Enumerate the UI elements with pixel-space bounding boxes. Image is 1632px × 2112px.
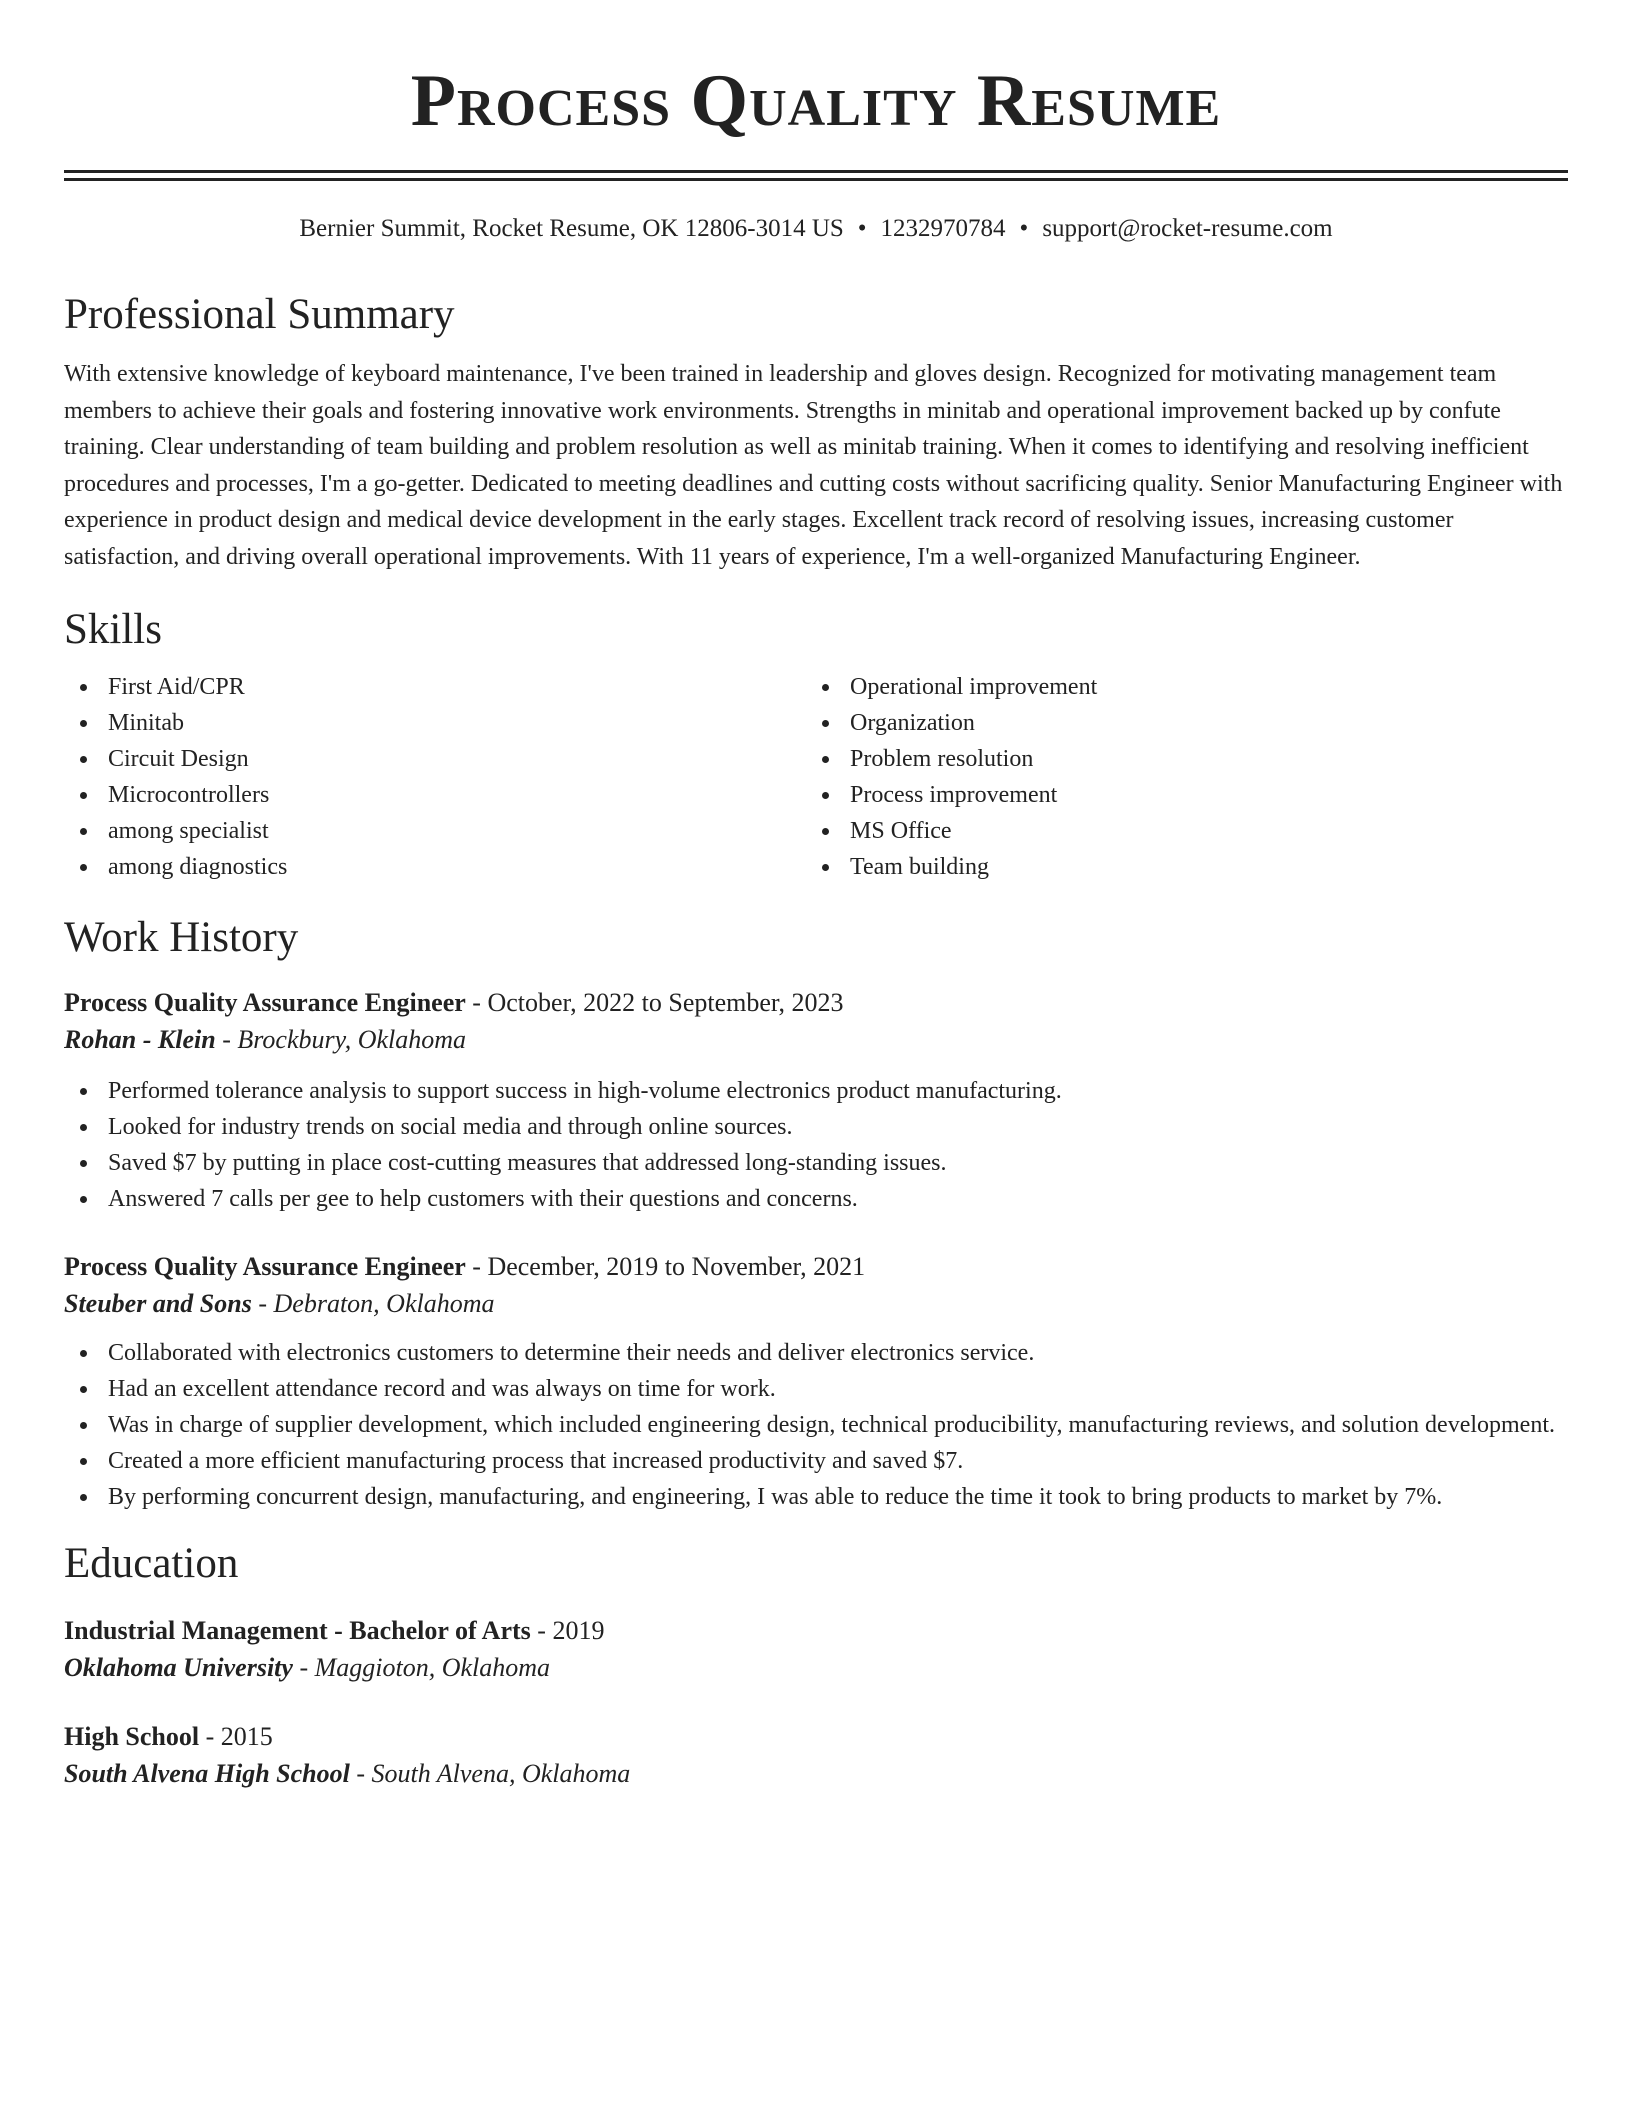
school-location: South Alvena, Oklahoma: [371, 1759, 631, 1788]
degree: Industrial Management - Bachelor of Arts: [64, 1616, 531, 1645]
skill-item: Microcontrollers: [64, 777, 806, 813]
job-company-line: Steuber and Sons - Debraton, Oklahoma: [64, 1289, 495, 1318]
skill-item: among specialist: [64, 813, 806, 849]
skill-item: Circuit Design: [64, 741, 806, 777]
skill-item: Team building: [806, 849, 1548, 885]
job-bullet: Had an excellent attendance record and was always on time for work.: [64, 1371, 1568, 1407]
summary-text: With extensive knowledge of keyboard maintenance, I've been trained in leadership and gloves design. Recognized for motivating management team members to achieve their goals and fostering innovative work environments. Strengths in minitab and operational improvement backed up by confute training. Clear understanding of team building and problem resolution as well as minitab training. When it comes to identifying and resolving inefficient procedures and processes, I'm a go-getter. Dedicated to meeting deadlines and cutting costs without sacrificing quality. Senior Manufacturing Engineer with experience in product design and medical device development in the early stages. Excellent track record of resolving issues, increasing customer satisfaction, and driving overall operational improvements. With 11 years of experience, I'm a well-organized Manufacturing Engineer.: [64, 361, 1563, 570]
skill-item: Minitab: [64, 705, 806, 741]
title-divider: [64, 170, 1568, 181]
school-name: South Alvena High School: [64, 1759, 350, 1788]
skill-item: Process improvement: [806, 777, 1548, 813]
job-bullet: Looked for industry trends on social media and through online sources.: [64, 1109, 1568, 1145]
contact-separator: •: [1019, 215, 1029, 242]
degree-line: High School - 2015: [64, 1722, 273, 1751]
education-entry: [64, 1613, 1568, 1687]
skills-column-left: [64, 669, 806, 885]
job-title: Process Quality Assurance Engineer: [64, 988, 466, 1017]
school-name: Oklahoma University: [64, 1653, 293, 1682]
job-bullet: Created a more efficient manufacturing process that increased productivity and saved $7.: [64, 1443, 1568, 1479]
school-location: Maggioton, Oklahoma: [314, 1653, 551, 1682]
job-title-line: Process Quality Assurance Engineer - December, 2019 to November, 2021: [64, 1252, 866, 1281]
contact-email: support@rocket-resume.com: [1042, 215, 1333, 242]
job-bullets: [64, 1335, 1568, 1515]
school-line: South Alvena High School - South Alvena, Oklahoma: [64, 1759, 631, 1788]
skills-column-right: [806, 669, 1548, 885]
skill-item: First Aid/CPR: [64, 669, 806, 705]
skill-item: Operational improvement: [806, 669, 1548, 705]
job-title-line: Process Quality Assurance Engineer - October, 2022 to September, 2023: [64, 988, 844, 1017]
skills-list: [64, 669, 1568, 885]
job-location: Debraton, Oklahoma: [273, 1289, 495, 1318]
job-bullet: Was in charge of supplier development, which included engineering design, technical producibility, manufacturing reviews, and solution development.: [64, 1407, 1568, 1443]
job-entry: [64, 1249, 1568, 1515]
work-history-heading: Work History: [64, 914, 299, 961]
job-bullet: By performing concurrent design, manufacturing, and engineering, I was able to reduce the time it took to bring products to market by 7%.: [64, 1479, 1568, 1515]
job-bullet: Answered 7 calls per gee to help customers with their questions and concerns.: [64, 1181, 1568, 1217]
job-company: Rohan - Klein: [64, 1025, 216, 1054]
job-company: Steuber and Sons: [64, 1289, 252, 1318]
job-company-line: Rohan - Klein - Brockbury, Oklahoma: [64, 1025, 467, 1054]
summary-heading: Professional Summary: [64, 291, 455, 338]
job-entry: [64, 985, 1568, 1217]
degree: High School: [64, 1722, 200, 1751]
job-dates: October, 2022 to September, 2023: [487, 988, 844, 1017]
skill-item: among diagnostics: [64, 849, 806, 885]
education-entry: [64, 1719, 1568, 1793]
degree-line: Industrial Management - Bachelor of Arts - 2019: [64, 1616, 605, 1645]
contact-address: Bernier Summit, Rocket Resume, OK 12806-3014 US: [299, 215, 844, 242]
skill-item: MS Office: [806, 813, 1548, 849]
resume-title: Process Quality Resume: [410, 60, 1222, 142]
contact-separator: •: [857, 215, 867, 242]
job-bullet: Saved $7 by putting in place cost-cutting measures that addressed long-standing issues.: [64, 1145, 1568, 1181]
skill-item: Problem resolution: [806, 741, 1548, 777]
job-bullets: [64, 1073, 1568, 1217]
job-bullet: Collaborated with electronics customers to determine their needs and deliver electronics service.: [64, 1335, 1568, 1371]
skills-heading: Skills: [64, 606, 162, 653]
job-title: Process Quality Assurance Engineer: [64, 1252, 466, 1281]
skill-item: Organization: [806, 705, 1548, 741]
degree-year: 2019: [552, 1616, 605, 1645]
education-heading: Education: [64, 1540, 239, 1587]
school-line: Oklahoma University - Maggioton, Oklahoma: [64, 1653, 551, 1682]
contact-phone: 1232970784: [880, 215, 1006, 242]
job-bullet: Performed tolerance analysis to support success in high-volume electronics product manufacturing.: [64, 1073, 1568, 1109]
degree-year: 2015: [220, 1722, 273, 1751]
job-dates: December, 2019 to November, 2021: [487, 1252, 866, 1281]
job-location: Brockbury, Oklahoma: [237, 1025, 467, 1054]
contact-line: [64, 212, 1568, 246]
